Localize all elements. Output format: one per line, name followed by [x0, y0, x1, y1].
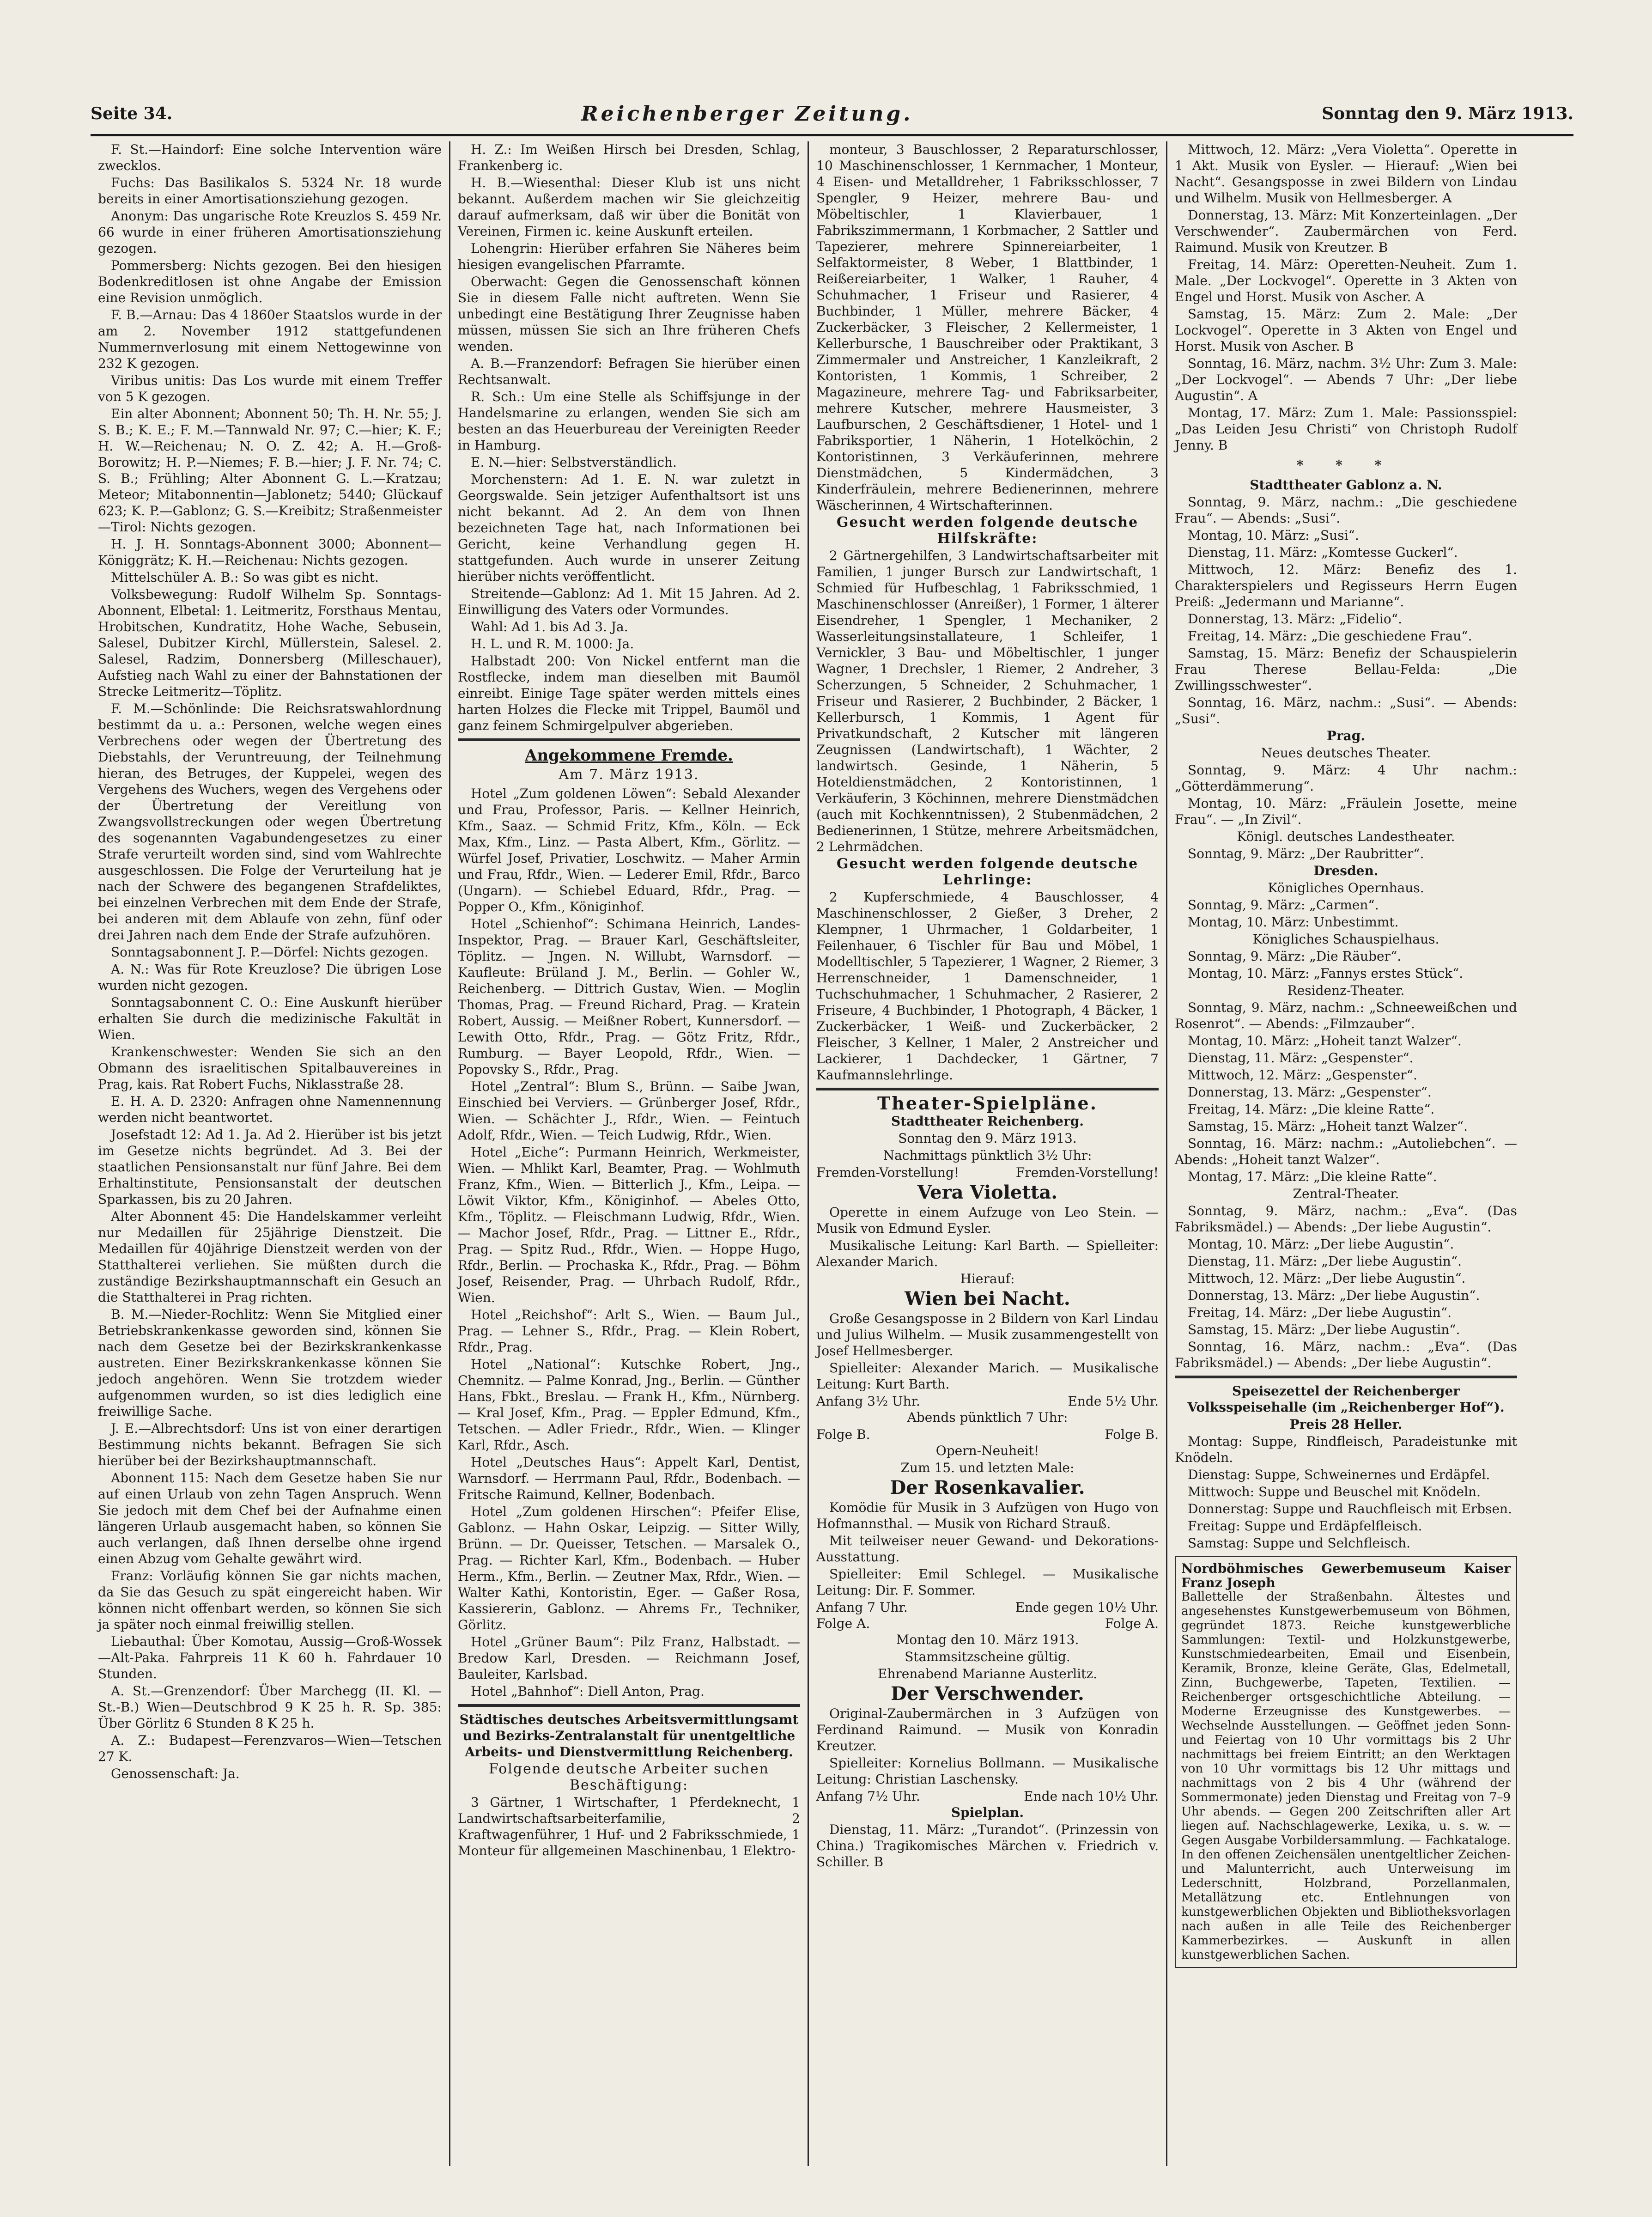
vera-title: Vera Violetta. — [917, 1182, 1058, 1203]
rosen-lead: Spielleiter: Emil Schlegel. — Musikalische Leitung: Dir. F. Sommer. — [816, 1566, 1159, 1598]
letter-answer: Liebauthal: Über Komotau, Aussig—Groß-Wossek—Alt-Paka. Fahrpreis 11 K 60 h. Fahrdauer 10 Stunden. — [98, 1634, 442, 1681]
arrivals-list — [458, 786, 800, 1699]
schedule-entry: Sonntag, 9. März, nachm.: „Eva“. (Das Fabriksmädel.) — Abends: „Der liebe Augustin“. — [1175, 1203, 1517, 1235]
schedule-entry: Sonntag, 9. März: „Die Räuber“. — [1188, 949, 1402, 964]
hotel-arrival-entry: Hotel „Eiche“: Purmann Heinrich, Werkmeister, Wien. — Mhlikt Karl, Beamter, Prag. — Wohlmuth Franz, Kfm., Wien. — Bitterlich J., Kfm., Leipa. — Löwit Viktor, Kfm., Königinhof. — Abeles Otto, Kfm., Töplitz. — Fleischmann Ludwig, Rfdr., Wien. — Machor Josef, Rfdr., Prag. — Littner E., Rfdr., Prag. — Spitz Rud., Rfdr., Wien. — Hoppe Hugo, Rfdr., Berlin. — Prochaska K., Rfdr., Prag. — Böhm Josef, Reisender, Prag. — Uhrbach Rudolf, Rfdr., Wien. — [458, 1145, 800, 1305]
columns — [91, 141, 1573, 2166]
section-rule — [458, 1704, 800, 1707]
verschwender-title: Der Verschwender. — [891, 1683, 1084, 1705]
letter-answer: Morchenstern: Ad 1. E. N. war zuletzt in Georgswalde. Sein jetziger Aufenthaltsort ist uns nicht bekannt. Ad 2. An dem von Ihnen bezeichneten Tage hat, nach Informationen bei Gericht, keine Verhandlung gegen H. stattgefunden. Auch wurde in unserer Zeitung hierüber nichts veröffentlicht. — [458, 472, 800, 584]
last-time: Zum 15. und letzten Male: — [900, 1460, 1075, 1475]
end-time-1: Ende 5½ Uhr. — [1068, 1394, 1159, 1409]
dresden-title: Dresden. — [1313, 863, 1379, 878]
start-time-3: Anfang 7½ Uhr. — [816, 1789, 920, 1804]
prag-landes-schedule — [1175, 846, 1517, 862]
section-rule — [458, 738, 800, 741]
hotel-arrival-entry: Hotel „Reichshof“: Arlt S., Wien. — Baum Jul., Prag. — Lehner S., Rfdr., Prag. — Klein Robert, Rfdr., Prag. — [458, 1307, 800, 1355]
evening-time: Abends pünktlich 7 Uhr: — [907, 1410, 1068, 1425]
hierauf: Hierauf: — [960, 1271, 1015, 1286]
letter-answer: Krankenschwester: Wenden Sie sich an den Obmann des israelitischen Spitalbauvereines in Prag, kais. Rat Robert Fuchs, Niklasstraße 28. — [98, 1044, 442, 1092]
schedule-entry: Freitag, 14. März: „Die geschiedene Frau“. — [1188, 628, 1472, 644]
rosen-new: Mit teilweiser neuer Gewand- und Dekorations-Ausstattung. — [816, 1533, 1159, 1565]
schedule-entry: Mittwoch, 12. März: „Gespenster“. — [1188, 1067, 1417, 1083]
schedule-entry: Donnerstag, 13. März: „Fidelio“. — [1188, 611, 1402, 627]
letter-answer: Alter Abonnent 45: Die Handelskammer verleiht nur Medaillen für 25jährige Dienstzeit. Die Medaillen für 40jährige Dienstzeit werden von der Statthalterei verliehen. Sie müßten durch die zuständige Bezirkshauptmannschaft ein Gesuch an die Statthalterei in Prag richten. — [98, 1209, 442, 1305]
folge-right-2: Folge A. — [1105, 1616, 1159, 1631]
start-row-2 — [816, 1599, 1159, 1615]
letters-answers-cont — [458, 141, 800, 734]
help-title: Gesucht werden folgende deutsche Hilfskräfte: — [836, 514, 1139, 547]
letter-answer: Fuchs: Das Basilikalos S. 5324 Nr. 18 wurde bereits in einer Amortisationsziehung gezogen. — [98, 175, 442, 207]
prag-neues-title: Neues deutsches Theater. — [1261, 745, 1431, 761]
ehren-note: Ehrenabend Marianne Austerlitz. — [877, 1666, 1098, 1681]
menu-price: Preis 28 Heller. — [1289, 1417, 1403, 1432]
dresden-schau-title: Königliches Schauspielhaus. — [1252, 932, 1439, 947]
letter-answer: Wahl: Ad 1. bis Ad 3. Ja. — [471, 619, 628, 634]
schedule-entry: Montag, 10. März: „Fräulein Josette, meine Frau“. — „In Zivil“. — [1175, 796, 1517, 827]
masthead-rule — [91, 134, 1573, 136]
letter-answer: A. N.: Was für Rote Kreuzlose? Die übrigen Lose wurden nicht gezogen. — [98, 962, 442, 993]
letter-answer: Josefstadt 12: Ad 1. Ja. Ad 2. Hierüber ist bis jetzt im Gesetze nichts begründet. Ad 3. Bei der staatlichen Pensionsanstalt nur fünf Jahre. Bei dem Erhaltinstitute, Pensionsanstalt der deutschen Sparkassen, bis zu 20 Jahren. — [98, 1127, 442, 1207]
letter-answer: Lohengrin: Hierüber erfahren Sie Näheres beim hiesigen evangelischen Pfarramte. — [458, 241, 800, 272]
letter-answer: Franz: Vorläufig können Sie gar nichts machen, da Sie das Gesuch zu spät eingereicht haben. Wir können nicht offenbart werden, so können Sie sich ja später noch einmal freiwillig stellen. — [98, 1568, 442, 1632]
letter-answer: Sonntagsabonnent C. O.: Eine Auskunft hierüber erhalten Sie durch die medizinische Fakultät in Wien. — [98, 995, 442, 1042]
arrivals-date: Am 7. März 1913. — [559, 767, 699, 783]
letter-answer: Mittelschüler A. B.: So was gibt es nicht. — [111, 570, 379, 585]
vera-lead: Musikalische Leitung: Karl Barth. — Spielleiter: Alexander Marich. — [816, 1238, 1159, 1269]
schedule-entry: Montag, 17. März: Zum 1. Male: Passionsspiel: „Das Leiden Jesu Christi“ von Christoph Rudolf Jenny. B — [1175, 405, 1517, 453]
folge-left-1: Folge B. — [816, 1427, 870, 1442]
residenz-title: Residenz-Theater. — [1287, 983, 1405, 998]
afternoon-time: Nachmittags pünktlich 3½ Uhr: — [883, 1148, 1092, 1163]
labor-office-text: 3 Gärtner, 1 Wirtschafter, 1 Pferdeknecht, 1 Landwirtschaftsarbeiterfamilie, 2 Kraftwagenführer, 1 Huf- und 2 Fabriksschmiede, 1 Monteur für allgemeinen Maschinenbau, 1 Elektro- — [458, 1795, 800, 1858]
menu-item: Mittwoch: Suppe und Beuschel mit Knödeln. — [1188, 1484, 1481, 1499]
letter-answer: Oberwacht: Gegen die Genossenschaft können Sie in diesem Falle nicht auftreten. Wenn Sie unbedingt eine Bestätigung Ihrer Zeugnisse haben müssen, müssen Sie sich an Ihre früheren Chefs wenden. — [458, 274, 800, 354]
letter-answer: Abonnent 115: Nach dem Gesetze haben Sie nur auf einen Urlaub von zehn Tagen Anspruch. Wenn Sie jedoch mit dem Chef bei der Aufnahme einen längeren Urlaub ausgemacht haben, so können Sie auch verlangen, daß Ihnen derselbe ohne irgend einen Abzug vom Gehalte gewährt wird. — [98, 1470, 442, 1566]
letter-answer: B. M.—Nieder-Rochlitz: Wenn Sie Mitglied einer Betriebskrankenkasse geworden sind, können Sie nach dem Gesetze bei der Bezirkskrankenkasse austreten. Einer Bezirkskrankenkasse können Sie jedoch angehören. Wenn Sie trotzdem wieder aufgenommen wurden, so ist dies lediglich eine freiwillige Sache. — [98, 1307, 442, 1419]
gablonz-title: Stadttheater Gablonz a. N. — [1250, 477, 1442, 493]
hotel-arrival-entry: Hotel „Schienhof“: Schimana Heinrich, Landes-Inspektor, Prag. — Brauer Karl, Geschäftsleiter, Töplitz. — Jngen. N. Willubt, Warnsdorf. — Kaufleute: Brüland J. M., Berlin. — Gohler W., Reichenberg. — Dittrich Gustav, Wien. — Moglin Thomas, Prag. — Freund Richard, Prag. — Kratein Robert, Aussig. — Meißner Robert, Kunnersdorf. — Lewith Otto, Rfdr., Prag. — Götz Fritz, Rfdr., Rumburg. — Bayer Leopold, Rfdr., Wien. — Popovsky S., Rfdr., Prag. — [458, 916, 800, 1077]
help-text: 2 Gärtnergehilfen, 3 Landwirtschaftsarbeiter mit Familien, 1 junger Bursch zur Landwirtschaft, 1 Schmied für Hufbeschlag, 1 Fabriksschmied, 1 Maschinenschlosser (Anreißer), 1 Former, 1 älterer Eisendreher, 1 Spengler, 1 Mechaniker, 2 Wasserleitungsinstallateure, 1 Schleifer, 1 Vernickler, 3 Bau- und Möbeltischler, 1 junger Wagner, 1 Drechsler, 1 Riemer, 2 Andreher, 3 Scherzungen, 5 Schneider, 2 Schuhmacher, 1 Friseur und Rasierer, 2 Buchbinder, 2 Bäcker, 1 Kellerbursch, 1 Kommis, 1 Agent für Privatkundschaft, 2 Kutscher mit längeren Zeugnissen (Landwirtschaft), 1 Wächter, 2 landwirtsch. Gesinde, 1 Näherin, 5 Hoteldienstmädchen, 2 Kontoristinnen, 1 Verkäuferin, 3 Köchinnen, mehrere Dienstmädchen (auch mit Kochkenntnissen), 2 Stubenmädchen, 2 Bedienerinnen, 1 Stütze, mehrere Arbeitsmädchen, 2 Lehrmädchen. — [816, 548, 1159, 854]
sunday-date: Sonntag den 9. März 1913. — [898, 1131, 1077, 1146]
schedule-entry: Freitag, 14. März: „Der liebe Augustin“. — [1188, 1305, 1452, 1320]
start-row-1 — [816, 1393, 1159, 1409]
apprentice-title: Gesucht werden folgende deutsche Lehrlinge: — [836, 856, 1139, 888]
schedule-entry: Donnerstag, 13. März: Mit Konzerteinlagen. „Der Verschwender“. Zaubermärchen von Ferd. Raimund. Musik von Kreutzer. B — [1175, 207, 1517, 255]
letter-answer: F. B.—Arnau: Das 4 1860er Staatslos wurde in der am 2. November 1912 stattgefundenen Nummernverlosung mit einem Nettogewinne von 232 K gezogen. — [98, 307, 442, 371]
prag-landes-title: Königl. deutsches Landestheater. — [1237, 829, 1455, 844]
schedule-entry: Sonntag, 9. März: „Carmen“. — [1188, 897, 1379, 913]
schedule-entry: Samstag, 15. März: „Hoheit tanzt Walzer“. — [1188, 1119, 1468, 1134]
rosen-desc: Komödie für Musik in 3 Aufzügen von Hugo von Hofmannsthal. — Musik von Richard Strauß. — [816, 1500, 1159, 1531]
dresden-schau-schedule — [1175, 948, 1517, 981]
hotel-arrival-entry: Hotel „Zentral“: Blum S., Brünn. — Saibe Jwan, Einschied bei Verviers. — Grünberger Josef, Rfdr., Wien. — Schächter J., Rfdr., Wien. — Feintuch Adolf, Rfdr., Wien. — Teich Ludwig, Rfdr., Wien. — [458, 1079, 800, 1143]
hotel-arrival-entry: Hotel „Zum goldenen Löwen“: Sebald Alexander und Frau, Professor, Paris. — Kellner Heinrich, Kfm., Saaz. — Schmid Fritz, Kfm., Köln. — Eck Max, Kfm., Linz. — Pasta Albert, Kfm., Görlitz. — Würfel Josef, Privatier, Loschwitz. — Maher Armin und Frau, Rfdr., Wien. — Lederer Emil, Rfdr., Barco (Ungarn). — Schiebel Eduard, Rfdr., Prag. — Popper O., Kfm., Königinhof. — [458, 786, 800, 914]
hotel-arrival-entry: Hotel „National“: Kutschke Robert, Jng., Chemnitz. — Palme Konrad, Jng., Berlin. — Günther Hans, Fbkt., Breslau. — Frank H., Kfm., Nürnberg. — Kral Josef, Kfm., Prag. — Eppler Edmund, Kfm., Tetschen. — Adler Friedr., Rfdr., Wien. — Klinger Karl, Rfdr., Asch. — [458, 1357, 800, 1453]
gablonz-schedule — [1175, 494, 1517, 727]
rosen-title: Der Rosenkavalier. — [890, 1477, 1085, 1498]
hotel-arrival-entry: Hotel „Deutsches Haus“: Appelt Karl, Dentist, Warnsdorf. — Herrmann Paul, Rfdr., Bodenbach. — Fritsche Raimund, Kellner, Bodenbach. — [458, 1455, 800, 1502]
schedule-entry: Freitag, 14. März: „Die kleine Ratte“. — [1188, 1102, 1435, 1117]
schedule-entry: Dienstag, 11. März: „Gespenster“. — [1188, 1050, 1414, 1066]
menu-item: Samstag: Suppe und Selchfleisch. — [1188, 1535, 1411, 1551]
museum-ad-title: Nordböhmisches Gewerbemuseum Kaiser Franz Joseph — [1181, 1561, 1511, 1590]
menu-item: Montag: Suppe, Rindfleisch, Paradeistunke mit Knödeln. — [1175, 1434, 1517, 1465]
start-time-2: Anfang 7 Uhr. — [816, 1600, 908, 1615]
labor-office-title: Städtisches deutsches Arbeitsvermittlungsamt und Bezirks-Zentralanstalt für unentgeltliche Arbeits- und Dienstvermittlung Reichenberg. — [459, 1712, 799, 1760]
stadttheater-title: Stadttheater Reichenberg. — [891, 1114, 1084, 1129]
folge-row-2 — [816, 1615, 1159, 1632]
museum-ad — [1175, 1556, 1517, 1968]
schedule-entry: Dienstag, 11. März: „Komtesse Guckerl“. — [1188, 545, 1458, 560]
letter-answer: F. M.—Schönlinde: Die Reichsratswahlordnung bestimmt da u. a.: Personen, welche wegen eines Verbrechens oder wegen der Übertretung des Diebstahls, der Veruntreuung, der Teilnehmung hieran, des Betruges, der Kuppelei, wegen des Vergehens des Wuchers, wegen des Vergehens oder der Übertretung der Vereitlung von Zwangsvollstreckungen oder wegen Übertretung des sogenannten Vagabundengesetzes zu einer Strafe verurteilt worden sind, sind vom Wahlrechte ausgeschlossen. Die Folge der Verurteilung hat je nach der Schwere des begangenen Strafdeliktes, bei einzelnen Verbrechen mit dem Ende der Strafe, bei anderen mit dem Ablaufe von zehn, fünf oder drei Jahren nach dem Ende der Strafe aufzuhören. — [98, 701, 442, 943]
labor-office-sub: Folgende deutsche Arbeiter suchen Beschäftigung: — [489, 1761, 769, 1793]
wien-lead: Spielleiter: Alexander Marich. — Musikalische Leitung: Kurt Barth. — [816, 1360, 1159, 1392]
schedule-entry: Montag, 17. März: „Die kleine Ratte“. — [1188, 1169, 1437, 1184]
turandot-entry — [816, 1821, 1159, 1870]
folge-row-1 — [816, 1426, 1159, 1443]
hotel-arrival-entry: Hotel „Grüner Baum“: Pilz Franz, Halbstadt. — Bredow Karl, Dresden. — Reichmann Josef, Bauleiter, Karlsbad. — [458, 1634, 800, 1682]
schedule-entry: Sonntag, 9. März, nachm.: „Schneeweißchen und Rosenrot“. — Abends: „Filmzauber“. — [1175, 1000, 1517, 1031]
monday-date: Montag den 10. März 1913. — [896, 1632, 1079, 1647]
letter-answer: Ein alter Abonnent; Abonnent 50; Th. H. Nr. 55; J. S. B.; K. E.; F. M.—Tannwald Nr. 97; C.—hier; K. F.; H. W.—Reichenau; N. O. Z. 42; A. H.—Groß-Borowitz; H. P.—Niemes; F. B.—hier; J. F. Nr. 74; C. S. B.; Frühling; Alter Abonnent G. L.—Kratzau; Meteor; Mitabonnentin—Jablonetz; 5440; Glückauf 623; K. P.—Gablonz; G. S.—Kreibitz; Straßenmeister—Tirol: Nichts gezogen. — [98, 406, 442, 535]
schedule-entry: Montag, 10. März: „Hoheit tanzt Walzer“. — [1188, 1033, 1462, 1048]
hotel-arrival-entry: Hotel „Zum goldenen Hirschen“: Pfeifer Elise, Gablonz. — Hahn Oskar, Leipzig. — Sitter Willy, Brünn. — Dr. Queisser, Tetschen. — Marsalek O., Prag. — Richter Karl, Kfm., Bodenbach. — Huber Herm., Kfm., Berlin. — Zeutner Max, Rfdr., Wien. — Walter Kathi, Kontoristin, Eger. — Gaßer Rosa, Kassiererin, Gablonz. — Ahrems Fr., Techniker, Görlitz. — [458, 1504, 800, 1632]
dresden-oper-title: Königliches Opernhaus. — [1268, 880, 1424, 895]
stamm-note: Stammsitzscheine gültig. — [905, 1649, 1070, 1664]
letter-answer: R. Sch.: Um eine Stelle als Schiffsjunge in der Handelsmarine zu erlangen, wenden Sie sich am besten an das Heuerbureau der Vereinigten Reeder in Hamburg. — [458, 389, 800, 453]
foreign-performance-right: Fremden-Vorstellung! — [1015, 1165, 1159, 1180]
schedule-entry: Sonntag, 16. März: nachm.: „Autoliebchen“. — Abends: „Hoheit tanzt Walzer“. — [1175, 1136, 1517, 1167]
letter-answer: A. St.—Grenzendorf: Über Marchegg (II. Kl. — St.-B.) Wien—Deutschbrod 9 K 25 h. R. Sp. 385: Über Görlitz 6 Stunden 8 K 25 h. — [98, 1683, 442, 1731]
schedule-entry: Sonntag, 16. März, nachm. 3½ Uhr: Zum 3. Male: „Der Lockvogel“. — Abends 7 Uhr: „Der liebe Augustin“. A — [1175, 356, 1517, 403]
section-rule — [1175, 1376, 1517, 1378]
letter-answer: E. N.—hier: Selbstverständlich. — [471, 455, 677, 470]
issue-date: Sonntag den 9. März 1913. — [1322, 104, 1573, 123]
letter-answer: E. H. A. D. 2320: Anfragen ohne Namennennung werden nicht beantwortet. — [98, 1094, 442, 1125]
schedule-entry: Freitag, 14. März: Operetten-Neuheit. Zum 1. Male. „Der Lockvogel“. Operette in 3 Akten von Engel und Horst. Musik von Ascher. A — [1175, 257, 1517, 305]
spielplan-title: Spielplan. — [951, 1805, 1024, 1820]
schedule-entry: Montag, 10. März: „Susi“. — [1188, 528, 1359, 543]
arrivals-title: Angekommene Fremde. — [525, 746, 733, 765]
schedule-entry: Samstag, 15. März: „Der liebe Augustin“. — [1188, 1322, 1460, 1337]
menu-item: Donnerstag: Suppe und Rauchfleisch mit Erbsen. — [1188, 1501, 1512, 1517]
letter-answer: A. Z.: Budapest—Ferenzvaros—Wien—Tetschen 27 K. — [98, 1733, 442, 1764]
theater-title: Theater-Spielpläne. — [877, 1093, 1098, 1114]
verschwender-desc: Original-Zaubermärchen in 3 Aufzügen von Ferdinand Raimund. — Musik von Konradin Kreutzer. — [816, 1706, 1159, 1754]
schedule-entry: Dienstag, 11. März: „Der liebe Augustin“. — [1188, 1254, 1462, 1269]
schedule-entry: Mittwoch, 12. März: „Der liebe Augustin“. — [1188, 1271, 1466, 1286]
column-1-letters — [91, 141, 449, 2166]
schedule-entry: Samstag, 15. März: Benefiz der Schauspielerin Frau Therese Bellau-Felda: „Die Zwillingsschwester“. — [1175, 646, 1517, 693]
opera-new: Opern-Neuheit! — [935, 1443, 1039, 1458]
start-time-1: Anfang 3½ Uhr. — [816, 1394, 920, 1409]
museum-ad-text: Ballettelle der Straßenbahn. Ältestes und angesehenstes Kunstgewerbemuseum von Böhmen, gegründet 1873. Reiche kunstgewerbliche Sammlungen: Textil- und Holzkunstgewerbe, Kunstschmiedearbeiten, Email und Eisenbein, Keramik, Bronze, kleine Geräte, Glas, Edelmetall, Zinn, Buchgewerbe, Tapeten, Textilien. — Reichenberger ortsgeschichtliche Abteilung. — Moderne Erzeugnisse des Kunstgewerbes. — Wechselnde Ausstellungen. — Geöffnet jeden Sonn- und Feiertag von 10 Uhr vormittags bis 2 Uhr nachmittags bei freiem Eintritt; an den Werktagen von 10 Uhr vormittags bis 12 Uhr mittags und nachmittags von 2 bis 4 Uhr (während der Sommermonate) jeden Dienstag und Freitag von 7–9 Uhr abends. — Gegen 200 Zeitschriften aller Art liegen auf. Nachschlagewerke, Lexika, u. s. w. — Gegen Ausgabe Vorbildersammlung. — Fachkataloge. In den offenen Zeichensälen unentgeltlicher Zeichen- und Malunterricht, auch Unterweisung im Lederschnitt, Holzbrand, Porzellanmalen, Metallätzung etc. Entlehnungen von kunstgewerblichen Objekten und Bibliotheksvorlagen nach außen in alle Teile des Reichenberger Kammerbezirkes. — Auskunft in allen kunstgewerblichen Sachen. — [1181, 1590, 1511, 1962]
residenz-schedule — [1175, 999, 1517, 1185]
letter-answer: Genossenschaft: Ja. — [111, 1766, 240, 1781]
letter-answer: Sonntagsabonnent J. P.—Dörfel: Nichts gezogen. — [111, 944, 429, 960]
section-rule — [816, 1088, 1159, 1090]
column-4 — [1166, 141, 1524, 2166]
letter-answer: H. J. H. Sonntags-Abonnent 3000; Abonnent—Königgrätz; K. H.—Reichenau: Nichts gezogen. — [98, 536, 442, 568]
schedule-entry: Montag, 10. März: „Fannys erstes Stück“. — [1188, 966, 1464, 981]
labor-office-cont: monteur, 3 Bauschlosser, 2 Reparaturschlosser, 10 Maschinenschlosser, 1 Kernmacher, 1 Monteur, 4 Eisen- und Metalldreher, 1 Fabriksschlosser, 7 Spengler, 9 Heizer, mehrere Bau- und Möbeltischler, 1 Klavierbauer, 1 Fabrikszimmermann, 1 Korbmacher, 2 Sattler und Tapezierer, mehrere Spinnereiarbeiter, 1 Selfaktormeister, 8 Weber, 1 Blattbinder, 1 Reißereiarbeiter, 1 Walker, 1 Rauher, 4 Schuhmacher, 1 Friseur und Rasierer, 4 Buchbinder, 1 Müller, mehrere Bäcker, 4 Zuckerbäcker, 3 Fleischer, 2 Kellermeister, 1 Kellerbursche, 1 Bauschreiber oder Praktikant, 3 Zimmermaler und Anstreicher, 1 Kanzleikraft, 2 Kontoristen, 1 Kommis, 1 Schreiber, 2 Magazineure, mehrere Tag- und Fabriksarbeiter, mehrere Kutscher, mehrere Hausmeister, 3 Laufburschen, 2 Geschäftsdiener, 1 Hotel- und 1 Fabriksportier, 1 Näherin, 1 Hotelköchin, 2 Kontoristinnen, 3 Verkäuferinnen, mehrere Dienstmädchen, 5 Kindermädchen, 3 Kinderfräulein, mehrere Bedienerinnen, mehrere Wäscherinnen, 4 Wirtschafterinnen. — [816, 142, 1159, 513]
letter-answer: F. St.—Haindorf: Eine solche Intervention wäre zwecklos. — [98, 142, 442, 173]
apprentice-text: 2 Kupferschmiede, 4 Bauschlosser, 4 Maschinenschlosser, 2 Gießer, 3 Dreher, 2 Klempner, 1 Uhrmacher, 1 Goldarbeiter, 1 Feilenhauer, 6 Tischler für Bau und Möbel, 1 Modelltischler, 5 Tapezierer, 1 Wagner, 2 Riemer, 3 Herrenschneider, 1 Damenschneider, 1 Tuchschuhmacher, 1 Schuhmacher, 2 Rasierer, 2 Friseure, 4 Buchbinder, 1 Photograph, 4 Bäcker, 1 Zuckerbäcker, 1 Weiß- und Zuckerbäcker, 2 Fleischer, 3 Kellner, 1 Maler, 2 Anstreicher und Lackierer, 1 Dachdecker, 1 Gärtner, 7 Kaufmannslehrlinge. — [816, 889, 1159, 1083]
end-time-3: Ende nach 10½ Uhr. — [1024, 1789, 1159, 1804]
column-2 — [449, 141, 808, 2166]
prag-neues-schedule — [1175, 762, 1517, 828]
letter-answer: H. Z.: Im Weißen Hirsch bei Dresden, Schlag, Frankenberg ic. — [458, 142, 800, 173]
schedule-entry: Donnerstag, 13. März: „Der liebe Augustin“. — [1188, 1288, 1480, 1303]
schedule-entry: Mittwoch, 12. März: „Vera Violetta“. Operette in 1 Akt. Musik von Eysler. — Hierauf: „Wien bei Nacht“. Gesangsposse in zwei Bildern von Lindau und Wilhelm. Musik von Hellmesberger. A — [1175, 142, 1517, 206]
prag-title: Prag. — [1326, 728, 1366, 743]
schedule-entry: Mittwoch, 12. März: Benefiz des 1. Charakterspielers und Regisseurs Herrn Eugen Preiß: „Jedermann und Marianne“. — [1175, 562, 1517, 609]
schedule-entry: Sonntag, 9. März, nachm.: „Die geschiedene Frau“. — Abends: „Susi“. — [1175, 494, 1517, 526]
letter-answer: H. B.—Wiesenthal: Dieser Klub ist uns nicht bekannt. Außerdem machen wir Sie gleichzeitig darauf aufmerksam, daß wir über die Bonität von Vereinen, Firmen ic. keine Auskunft erteilen. — [458, 175, 800, 239]
schedule-entry: Montag, 10. März: Unbestimmt. — [1188, 914, 1399, 930]
letter-answer: H. L. und R. M. 1000: Ja. — [471, 636, 634, 652]
page-number: Seite 34. — [91, 104, 173, 123]
turandot-text: Dienstag, 11. März: „Turandot“. (Prinzessin von China.) Tragikomisches Märchen v. Friedrich v. Schiller. — [816, 1822, 1159, 1870]
turandot-mark: B — [874, 1854, 884, 1870]
schedule-entry: Sonntag, 16. März, nachm.: „Eva“. (Das Fabriksmädel.) — Abends: „Der liebe Augustin“. — [1175, 1339, 1517, 1370]
zentral-schedule — [1175, 1203, 1517, 1371]
letter-answer: J. E.—Albrechtsdorf: Uns ist von einer derartigen Bestimmung nichts bekannt. Befragen Sie sich hierüber bei der Bezirkshauptmannschaft. — [98, 1421, 442, 1468]
letter-answer: Volksbewegung: Rudolf Wilhelm Sp. Sonntags-Abonnent, Elbetal: 1. Leitmeritz, Forsthaus Mentau, Hrobitschen, Kundratitz, Hohe Wache, Sebusein, Salesel, Dubitzer Kirchl, Müllerstein, Salesel. 2. Salesel, Radzim, Donnersberg (Milleschauer), Aufstieg nach Wahl zu einer der Bahnstationen der Strecke Leitmeritz—Töplitz. — [98, 587, 442, 699]
wien-title: Wien bei Nacht. — [905, 1288, 1070, 1309]
letter-answer: Streitende—Gablonz: Ad 1. Mit 15 Jahren. Ad 2. Einwilligung des Vaters oder Vormundes. — [458, 586, 800, 617]
schedule-entry: Sonntag, 9. März: „Der Raubritter“. — [1188, 846, 1424, 861]
schedule-entry: Montag, 10. März: „Der liebe Augustin“. — [1188, 1236, 1454, 1252]
foreign-performance-left: Fremden-Vorstellung! — [816, 1165, 960, 1180]
menu-item: Freitag: Suppe und Erdäpfelfleisch. — [1188, 1518, 1422, 1534]
vera-desc: Operette in einem Aufzuge von Leo Stein. — Musik von Edmund Eysler. — [816, 1205, 1159, 1236]
separator-stars: * * * — [1296, 457, 1396, 473]
letter-answer: Viribus unitis: Das Los wurde mit einem Treffer von 5 K gezogen. — [98, 373, 442, 404]
schedule-entry: Sonntag, 16. März, nachm.: „Susi“. — Abends: „Susi“. — [1175, 695, 1517, 726]
letter-answer: Pommersberg: Nichts gezogen. Bei den hiesigen Bodenkreditlosen ist ohne Angabe der Emission eine Revision unmöglich. — [98, 258, 442, 305]
verschwender-lead: Spielleiter: Kornelius Bollmann. — Musikalische Leitung: Christian Laschensky. — [816, 1755, 1159, 1787]
letter-answer: A. B.—Franzendorf: Befragen Sie hierüber einen Rechtsanwalt. — [458, 356, 800, 387]
hotel-arrival-entry: Hotel „Bahnhof“: Diell Anton, Prag. — [471, 1684, 705, 1699]
stadttheater-schedule-cont — [1175, 141, 1517, 453]
wien-desc: Große Gesangsposse in 2 Bildern von Karl Lindau und Julius Wilhelm. — Musik zusammengestellt von Josef Hellmesberger. — [816, 1311, 1159, 1358]
newspaper-title: Reichenberger Zeitung. — [581, 102, 913, 126]
schedule-entry: Sonntag, 9. März: 4 Uhr nachm.: „Götterdämmerung“. — [1175, 762, 1517, 794]
masthead — [91, 100, 1573, 128]
zentral-title: Zentral-Theater. — [1293, 1186, 1399, 1201]
column-3 — [808, 141, 1166, 2166]
folge-right-1: Folge B. — [1105, 1427, 1159, 1442]
menu-list — [1175, 1433, 1517, 1551]
schedule-entry: Donnerstag, 13. März: „Gespenster“. — [1188, 1084, 1432, 1100]
end-time-2: Ende gegen 10½ Uhr. — [1015, 1600, 1159, 1615]
dresden-oper-schedule — [1175, 897, 1517, 930]
menu-item: Dienstag: Suppe, Schweinernes und Erdäpfel. — [1188, 1467, 1490, 1482]
folge-left-2: Folge A. — [816, 1616, 870, 1631]
start-row-3 — [816, 1788, 1159, 1804]
schedule-entry: Samstag, 15. März: Zum 2. Male: „Der Lockvogel“. Operette in 3 Akten von Engel und Horst. Musik von Ascher. B — [1175, 306, 1517, 354]
letter-answer: Halbstadt 200: Von Nickel entfernt man die Rostflecke, indem man dieselben mit Baumöl einreibt. Einige Tage später werden mittels eines harten Holzes die Flecke mit Trippel, Baumöl und ganz feinem Schmirgelpulver abgerieben. — [458, 653, 800, 733]
letter-answer: Anonym: Das ungarische Rote Kreuzlos S. 459 Nr. 66 wurde in einer früheren Amortisationsziehung gezogen. — [98, 208, 442, 256]
menu-title: Speisezettel der Reichenberger Volksspeisehalle (im „Reichenberger Hof“). — [1187, 1383, 1505, 1415]
foreign-performance-row — [816, 1164, 1159, 1181]
